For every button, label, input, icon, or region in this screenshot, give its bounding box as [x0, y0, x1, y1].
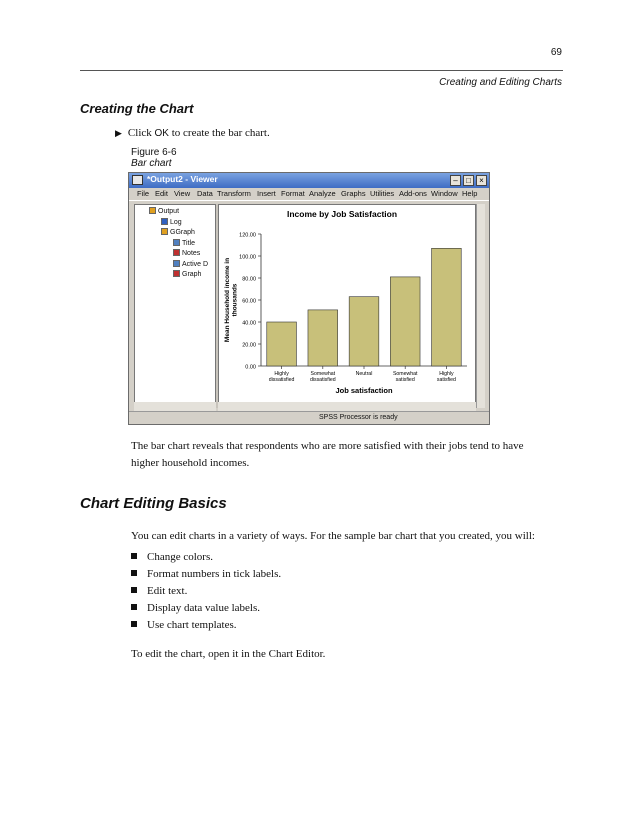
x-tick-label: Highly [439, 371, 454, 377]
heading-chart-editing-basics: Chart Editing Basics [80, 495, 227, 512]
menu-insert[interactable]: Insert [257, 189, 276, 198]
outline-tree [134, 204, 216, 408]
window-titlebar [129, 173, 489, 188]
tree-horizontal-scrollbar[interactable] [134, 402, 216, 411]
list-item [131, 617, 281, 634]
tree-item-label: Active D [182, 260, 209, 268]
menu-graphs[interactable]: Graphs [341, 189, 366, 198]
app-icon [132, 175, 143, 185]
y-tick-label: 100.00 [239, 254, 256, 261]
y-tick-label: 80.00 [242, 276, 256, 283]
menu-view[interactable]: View [174, 189, 191, 198]
menu-transform[interactable]: Transform [217, 189, 251, 198]
paragraph-chart-result: The bar chart reveals that respondents who are more satisfied with their jobs tend to have higher household incomes. [131, 440, 524, 469]
y-tick-label: 0.00 [245, 364, 256, 371]
x-axis-label: Job satisfaction [335, 386, 393, 395]
bullet-text: Edit text. [147, 585, 188, 597]
header-rule [80, 70, 563, 71]
viewer-window [128, 172, 490, 425]
menu-bar [129, 188, 489, 200]
bar [390, 277, 420, 366]
list-item [131, 549, 281, 566]
x-tick-label: Somewhat [310, 371, 336, 377]
heading-creating-chart: Creating the Chart [80, 101, 194, 116]
menu-file[interactable]: File [137, 189, 150, 198]
bullet-text: Use chart templates. [147, 619, 237, 631]
bar [308, 310, 338, 366]
x-tick-label: Highly [274, 371, 289, 377]
bullet-square-icon [131, 587, 137, 593]
tree-item-label: Log [170, 218, 182, 226]
tree-node-icon [149, 207, 156, 214]
bullet-text: Display data value labels. [147, 602, 261, 614]
bar-chart [219, 205, 475, 401]
x-tick-label: satisfied [395, 377, 415, 383]
paragraph-outro: To edit the chart, open it in the Chart Editor. [131, 648, 326, 660]
bullet-square-icon [131, 570, 137, 576]
tree-item[interactable] [173, 260, 208, 268]
tree-item-label: Notes [182, 250, 201, 257]
x-tick-label: satisfied [436, 377, 456, 383]
menu-utilities[interactable]: Utilities [370, 189, 395, 198]
tree-node-icon [173, 239, 180, 246]
bar [267, 322, 297, 366]
menu-format[interactable]: Format [281, 189, 305, 198]
output-horizontal-scrollbar[interactable] [218, 402, 476, 411]
bullet-text: Change colors. [147, 551, 213, 563]
running-title: Creating and Editing Charts [439, 77, 562, 88]
tree-item[interactable] [173, 249, 200, 257]
bullet-text: Format numbers in tick labels. [147, 568, 282, 580]
tree-item-label: Graph [182, 271, 202, 278]
x-tick-label: Neutral [355, 371, 373, 377]
minimize-icon[interactable]: – [450, 175, 461, 186]
list-item [131, 583, 281, 600]
vertical-scrollbar[interactable] [476, 204, 485, 408]
tree-node-icon [173, 249, 180, 256]
bar [349, 297, 379, 366]
x-tick-label: Somewhat [392, 371, 418, 377]
tree-item-label: Title [182, 239, 195, 247]
close-icon[interactable]: × [476, 175, 487, 186]
x-tick-label: dissatisfied [268, 377, 295, 383]
chart-title: Income by Job Satisfaction [286, 209, 398, 219]
step-suffix: to create the bar chart. [168, 127, 270, 139]
y-tick-label: 60.00 [242, 298, 256, 305]
paragraph-intro: You can edit charts in a variety of ways. For the sample bar chart that you created, you will: [131, 530, 535, 542]
tree-item[interactable] [173, 239, 195, 247]
bar [432, 248, 462, 366]
figure-number: Figure 6-6 [131, 147, 177, 158]
tree-item[interactable] [161, 228, 195, 236]
menu-edit[interactable]: Edit [155, 189, 168, 198]
list-item [131, 600, 281, 617]
tree-item[interactable] [149, 207, 179, 215]
status-text: SPSS Processor is ready [319, 414, 398, 421]
tree-node-icon [161, 228, 168, 235]
y-tick-label: 20.00 [242, 342, 256, 349]
output-pane [218, 204, 476, 408]
window-title: *Output2 - Viewer [147, 174, 218, 184]
maximize-icon[interactable]: □ [463, 175, 474, 186]
bullet-square-icon [131, 553, 137, 559]
tree-node-icon [161, 218, 168, 225]
figure-caption: Bar chart [131, 158, 172, 169]
page-number: 69 [550, 47, 562, 58]
status-bar [129, 411, 489, 425]
tree-item[interactable] [161, 218, 182, 226]
step-instruction [115, 127, 270, 139]
x-tick-label: dissatisfied [309, 377, 336, 383]
step-ok: OK [154, 128, 169, 139]
step-arrow-icon: ▶ [115, 128, 122, 138]
menu-analyze[interactable]: Analyze [309, 189, 336, 198]
tree-node-icon [173, 260, 180, 267]
bullet-square-icon [131, 604, 137, 610]
tree-item-label: GGraph [170, 229, 195, 236]
bullet-list [131, 549, 281, 634]
tree-node-icon [173, 270, 180, 277]
list-item [131, 566, 281, 583]
menu-help[interactable]: Help [462, 189, 478, 198]
menu-window[interactable]: Window [431, 189, 458, 198]
menu-addons[interactable]: Add-ons [399, 189, 427, 198]
y-tick-label: 120.00 [239, 232, 256, 239]
tree-item[interactable] [173, 270, 201, 278]
menu-data[interactable]: Data [197, 189, 213, 198]
y-axis-label: Mean Household income inthousands [224, 257, 239, 343]
bullet-square-icon [131, 621, 137, 627]
step-prefix: Click [127, 127, 155, 139]
y-tick-label: 40.00 [242, 320, 256, 327]
tree-item-label: Output [158, 208, 180, 215]
